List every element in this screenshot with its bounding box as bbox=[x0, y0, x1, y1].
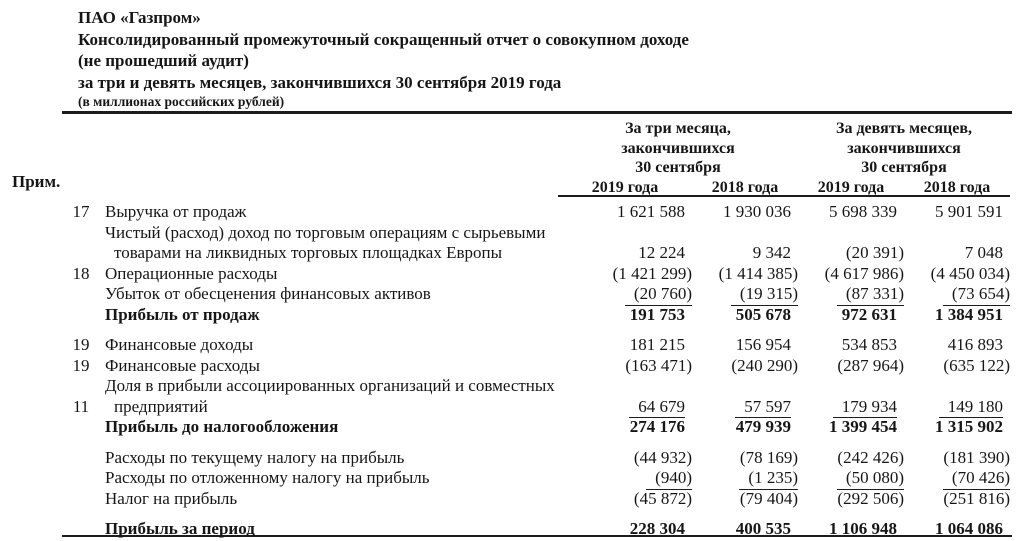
value-text: 534 853 bbox=[841, 335, 897, 354]
table-column-headers bbox=[62, 119, 1010, 197]
value-text: (1 421 299) bbox=[612, 263, 692, 283]
value-text: 57 597 bbox=[735, 397, 791, 419]
table-row-current-tax bbox=[62, 448, 1010, 469]
note-cell bbox=[62, 515, 100, 541]
value-text: (251 816) bbox=[943, 488, 1010, 508]
value-cell bbox=[904, 305, 1010, 326]
year-header-9m-2018: 2018 года bbox=[923, 178, 991, 196]
value-text: 9 342 bbox=[752, 243, 791, 262]
row-label: товарами на ликвидных торговых площадках Европы bbox=[114, 243, 503, 262]
row-label: предприятий bbox=[114, 396, 208, 416]
note-cell bbox=[62, 468, 100, 490]
row-label: Чистый (расход) доход по торговым операциям с сырьевыми bbox=[105, 222, 546, 242]
year-header-9m-2019: 2019 года bbox=[817, 178, 885, 196]
table-row-profit-before-tax bbox=[62, 417, 1010, 438]
value-text: 7 048 bbox=[964, 243, 1003, 262]
value-cell bbox=[798, 284, 904, 306]
table-row-associates-line2 bbox=[62, 397, 1010, 418]
value-text: 400 535 bbox=[735, 518, 791, 538]
row-label: Налог на прибыль bbox=[105, 488, 238, 508]
value-cell bbox=[692, 515, 798, 541]
value-cell bbox=[692, 284, 798, 306]
value-text: 972 631 bbox=[841, 304, 897, 324]
note-cell bbox=[62, 223, 100, 244]
table-row-profit-from-sales bbox=[62, 305, 1010, 326]
value-text: (4 617 986) bbox=[824, 263, 904, 283]
value-text: (45 872) bbox=[633, 488, 692, 508]
table-row-profit-for-period bbox=[62, 515, 1010, 541]
value-cell bbox=[798, 335, 904, 356]
value-text: (163 471) bbox=[625, 355, 692, 375]
row-label: Доля в прибыли ассоциированных организаций и совместных bbox=[105, 376, 555, 395]
value-text: 156 954 bbox=[735, 335, 791, 354]
value-cell bbox=[904, 202, 1010, 223]
value-cell bbox=[692, 356, 798, 377]
value-cell bbox=[798, 515, 904, 541]
row-label: Расходы по отложенному налогу на прибыль bbox=[105, 468, 430, 487]
value-text: (181 390) bbox=[943, 447, 1010, 467]
value-text: 1 106 948 bbox=[829, 518, 897, 538]
row-label: Расходы по текущему налогу на прибыль bbox=[105, 447, 405, 467]
row-label: Финансовые доходы bbox=[105, 335, 254, 354]
value-cell bbox=[904, 468, 1010, 490]
value-text: 1 064 086 bbox=[935, 518, 1003, 538]
row-label: Убыток от обесценения финансовых активов bbox=[105, 284, 431, 303]
value-cell bbox=[692, 243, 798, 264]
value-cell bbox=[692, 448, 798, 469]
value-cell bbox=[798, 376, 904, 397]
value-cell bbox=[904, 223, 1010, 244]
value-cell bbox=[904, 264, 1010, 285]
value-text: 5 698 339 bbox=[829, 202, 897, 221]
period-3m-header: За три месяца, закончившихся 30 сентября bbox=[621, 120, 735, 176]
value-text: 12 224 bbox=[638, 243, 685, 262]
value-cell bbox=[692, 417, 798, 438]
value-text: (4 450 034) bbox=[930, 263, 1010, 283]
value-cell bbox=[692, 223, 798, 244]
table-row-finance-income bbox=[62, 335, 1010, 356]
note-cell bbox=[62, 448, 100, 469]
table-row-associates-line1 bbox=[62, 376, 1010, 397]
value-text: (79 404) bbox=[739, 488, 798, 508]
table-row-trading-line2 bbox=[62, 243, 1010, 264]
value-text: 181 215 bbox=[629, 335, 685, 354]
value-text: (242 426) bbox=[837, 447, 904, 467]
period-line: за три и девять месяцев, закончившихся 30 сентября 2019 года bbox=[78, 72, 562, 92]
value-cell bbox=[558, 417, 692, 438]
value-cell bbox=[798, 356, 904, 377]
value-cell bbox=[558, 202, 692, 223]
units-note: (в миллионах российских рублей) bbox=[78, 94, 285, 109]
value-cell bbox=[558, 335, 692, 356]
table-row-impairment-loss bbox=[62, 284, 1010, 305]
value-text: 228 304 bbox=[629, 518, 685, 538]
row-label: Прибыль до налогообложения bbox=[105, 417, 339, 436]
value-cell bbox=[558, 376, 692, 397]
value-cell bbox=[692, 202, 798, 223]
value-cell bbox=[798, 417, 904, 438]
value-cell bbox=[558, 397, 692, 419]
row-label: Прибыль от продаж bbox=[105, 304, 260, 324]
value-cell bbox=[558, 243, 692, 264]
value-text: (20 391) bbox=[845, 243, 904, 262]
value-text: (20 760) bbox=[625, 284, 692, 306]
value-cell bbox=[558, 305, 692, 326]
value-text: (940) bbox=[646, 468, 692, 490]
note-cell: 17 bbox=[72, 202, 90, 221]
table-row-revenue bbox=[62, 202, 1010, 223]
table-row-income-tax bbox=[62, 489, 1010, 510]
value-text: (44 932) bbox=[633, 447, 692, 467]
value-cell bbox=[798, 264, 904, 285]
company-name: ПАО «Газпром» bbox=[78, 8, 201, 27]
value-cell bbox=[558, 468, 692, 490]
value-cell bbox=[798, 448, 904, 469]
value-cell bbox=[904, 515, 1010, 541]
value-text: (1 414 385) bbox=[718, 263, 798, 283]
note-cell bbox=[62, 243, 100, 264]
value-cell bbox=[904, 243, 1010, 264]
value-text: 1 399 454 bbox=[829, 417, 897, 436]
value-cell bbox=[904, 335, 1010, 356]
value-cell bbox=[904, 397, 1010, 419]
note-cell: 19 bbox=[72, 355, 90, 375]
value-text: 64 679 bbox=[629, 397, 685, 419]
value-text: (19 315) bbox=[731, 284, 798, 306]
value-cell bbox=[558, 448, 692, 469]
value-text: 479 939 bbox=[735, 417, 791, 436]
row-label: Выручка от продаж bbox=[105, 202, 247, 221]
value-text: (1 235) bbox=[739, 468, 798, 490]
note-cell: 11 bbox=[72, 396, 90, 416]
value-cell bbox=[904, 284, 1010, 306]
value-text: 1 384 951 bbox=[935, 304, 1003, 324]
value-text: (50 080) bbox=[837, 468, 904, 490]
value-cell bbox=[558, 223, 692, 244]
value-cell bbox=[798, 397, 904, 419]
table-top-rule bbox=[62, 111, 1012, 114]
year-header-3m-2019: 2019 года bbox=[591, 178, 659, 196]
value-text: 179 934 bbox=[833, 397, 897, 419]
audit-note: (не прошедший аудит) bbox=[78, 51, 249, 70]
note-cell bbox=[62, 305, 100, 326]
value-text: 1 621 588 bbox=[617, 202, 685, 221]
value-text: 416 893 bbox=[947, 335, 1003, 354]
table-row-trading-line1 bbox=[62, 223, 1010, 244]
year-header-row bbox=[62, 179, 1010, 197]
value-text: (240 290) bbox=[731, 355, 798, 375]
value-cell bbox=[692, 335, 798, 356]
value-cell bbox=[692, 468, 798, 490]
value-text: 505 678 bbox=[735, 304, 791, 324]
period-group-row bbox=[62, 119, 1010, 178]
value-cell bbox=[692, 489, 798, 510]
value-text: 1 315 902 bbox=[935, 417, 1003, 436]
value-cell bbox=[692, 376, 798, 397]
value-cell bbox=[798, 223, 904, 244]
value-text: (87 331) bbox=[837, 284, 904, 306]
note-cell bbox=[62, 284, 100, 306]
note-cell bbox=[62, 417, 100, 438]
row-label: Финансовые расходы bbox=[105, 355, 260, 375]
value-cell bbox=[904, 417, 1010, 438]
value-cell bbox=[692, 305, 798, 326]
value-cell bbox=[904, 356, 1010, 377]
table-row-deferred-tax bbox=[62, 468, 1010, 489]
value-text: 149 180 bbox=[939, 397, 1003, 419]
value-cell bbox=[692, 397, 798, 419]
value-text: 5 901 591 bbox=[935, 202, 1003, 221]
year-header-3m-2018: 2018 года bbox=[711, 178, 779, 196]
value-text: (70 426) bbox=[943, 468, 1010, 490]
value-cell bbox=[558, 489, 692, 510]
value-text: (635 122) bbox=[943, 355, 1010, 375]
report-title: Консолидированный промежуточный сокращенный отчет о совокупном доходе bbox=[78, 29, 689, 49]
note-cell: 19 bbox=[72, 335, 90, 354]
value-cell bbox=[798, 243, 904, 264]
row-label: Прибыль за период bbox=[105, 518, 255, 538]
note-cell: 18 bbox=[72, 263, 90, 283]
value-text: (78 169) bbox=[739, 447, 798, 467]
value-cell bbox=[692, 264, 798, 285]
statement-rows bbox=[62, 202, 1010, 541]
value-cell bbox=[558, 515, 692, 541]
value-text: 274 176 bbox=[629, 417, 685, 436]
value-cell bbox=[798, 202, 904, 223]
table-row-finance-expense bbox=[62, 356, 1010, 377]
notes-column-header: Прим. bbox=[12, 172, 61, 191]
value-cell bbox=[798, 468, 904, 490]
value-text: (292 506) bbox=[837, 488, 904, 508]
value-text: (73 654) bbox=[943, 284, 1010, 306]
value-cell bbox=[558, 284, 692, 306]
note-cell bbox=[62, 376, 100, 397]
note-cell bbox=[62, 489, 100, 510]
value-text: (287 964) bbox=[837, 355, 904, 375]
document-header bbox=[78, 7, 689, 110]
value-cell bbox=[904, 489, 1010, 510]
value-cell bbox=[798, 489, 904, 510]
value-text: 1 930 036 bbox=[723, 202, 791, 221]
value-text: 191 753 bbox=[629, 304, 685, 324]
value-cell bbox=[904, 376, 1010, 397]
value-cell bbox=[558, 264, 692, 285]
value-cell bbox=[904, 448, 1010, 469]
table-row-operating-expenses bbox=[62, 264, 1010, 285]
value-cell bbox=[558, 356, 692, 377]
value-cell bbox=[798, 305, 904, 326]
period-9m-header: За девять месяцев, закончившихся 30 сентября bbox=[836, 120, 972, 176]
row-label: Операционные расходы bbox=[105, 263, 278, 283]
